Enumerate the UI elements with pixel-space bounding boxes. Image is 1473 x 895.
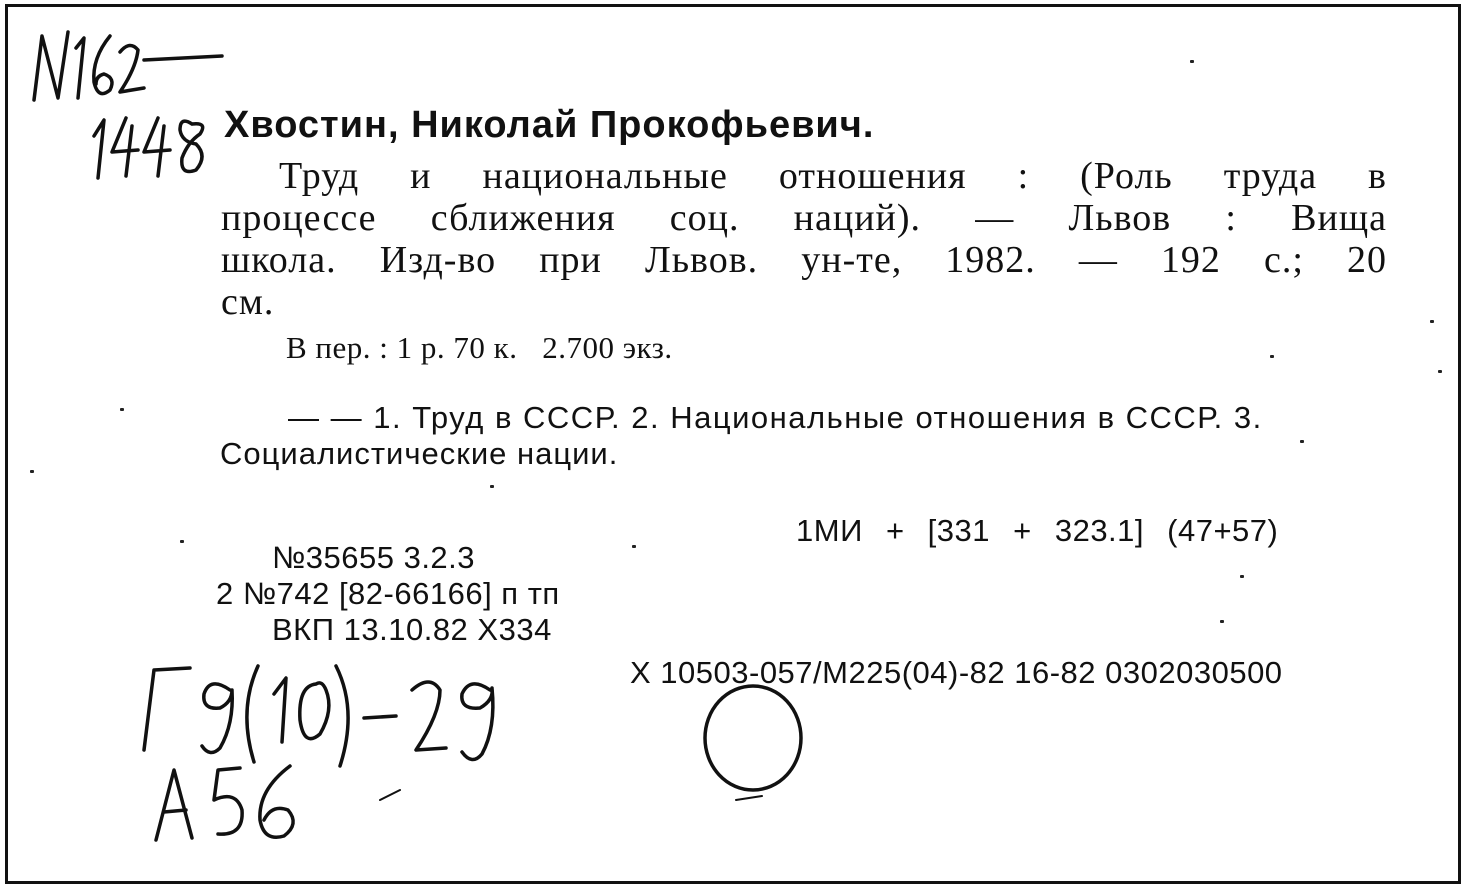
subject-headings-line-1: — — 1. Труд в СССР. 2. Национальные отношения в СССР. 3. xyxy=(288,400,1263,435)
description-line: процессе сближения соц. наций). — Львов : Вища xyxy=(221,197,1387,239)
scan-speck xyxy=(180,540,184,543)
record-number: №35655 3.2.3 xyxy=(272,540,476,575)
scan-speck xyxy=(490,485,494,488)
scan-speck xyxy=(1300,440,1304,443)
subject-headings-line-2: Социалистические нации. xyxy=(220,436,619,471)
price-print-run: В пер. : 1 р. 70 к. 2.700 экз. xyxy=(286,330,673,365)
scan-speck xyxy=(1438,370,1442,373)
stamp-circle-icon xyxy=(700,680,810,810)
record-batch: 2 №742 [82-66166] п тп xyxy=(216,576,560,611)
handwritten-shelfmark-top xyxy=(20,18,230,178)
scan-speck xyxy=(1430,320,1434,323)
scan-speck xyxy=(1240,575,1244,578)
description-line: см. xyxy=(221,281,275,323)
scan-speck xyxy=(1190,60,1194,63)
description-line: Труд и национальные отношения : (Роль труда в xyxy=(279,155,1387,197)
bibliographic-description xyxy=(221,155,1387,323)
author-heading: Хвостин, Николай Прокофьевич. xyxy=(224,104,875,146)
publisher-code-line: Х 10503-057/М225(04)-82 16-82 0302030500 xyxy=(630,655,1283,690)
scan-speck xyxy=(1220,620,1224,623)
scan-speck xyxy=(120,408,124,411)
record-vkp: ВКП 13.10.82 Х334 xyxy=(272,612,552,647)
handwritten-shelfmark-bottom xyxy=(140,650,520,850)
description-line: школа. Изд-во при Львов. ун-те, 1982. — 192 с.; 20 xyxy=(221,239,1387,281)
scan-speck xyxy=(1270,355,1274,358)
scan-speck xyxy=(632,545,636,548)
classification-index: 1МИ + [331 + 323.1] (47+57) xyxy=(796,513,1279,548)
scan-speck xyxy=(30,470,34,473)
